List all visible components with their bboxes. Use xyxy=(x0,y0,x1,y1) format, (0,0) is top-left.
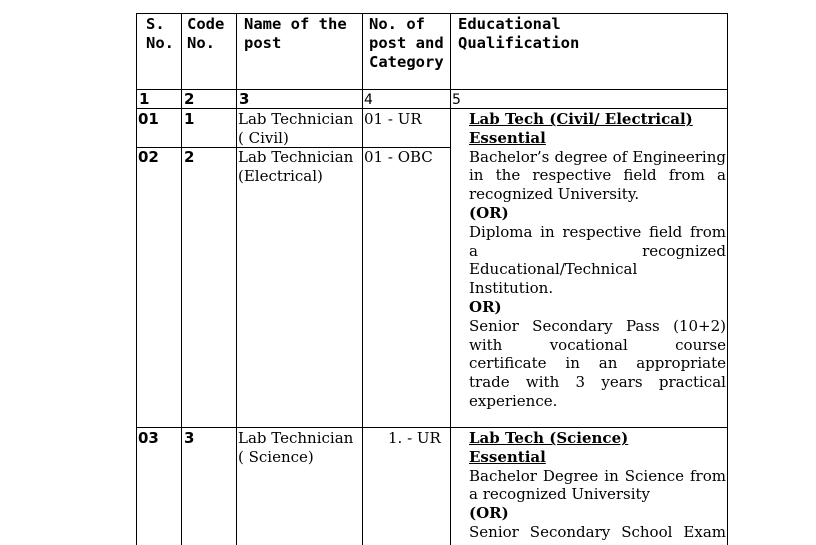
qual-block-2-word: Science xyxy=(624,466,685,485)
qual-block-2-word: Secondary xyxy=(529,522,611,541)
qual-block-1-word: with xyxy=(469,335,503,354)
header-sno xyxy=(146,15,174,53)
qual-1-essential: Essential xyxy=(469,128,546,147)
qual-block-1-word: Pass xyxy=(625,316,660,335)
header-code xyxy=(187,15,224,53)
table-border-right xyxy=(727,13,728,545)
col-number-3: 3 xyxy=(239,90,250,108)
qual-block-1-line xyxy=(469,204,726,223)
row-02-name xyxy=(238,148,353,186)
qual-block-2-word: from xyxy=(689,466,726,485)
qual-block-2-word: School xyxy=(621,522,673,541)
row-03-posts: 1. - UR xyxy=(388,429,441,447)
qual-block-1-word: 3 xyxy=(575,373,586,392)
row-01-sno: 01 xyxy=(138,110,159,128)
qual-block-1-word: (OR) xyxy=(469,203,509,222)
qual-block-1-line xyxy=(469,185,726,204)
qual-block-1-word: practical xyxy=(658,373,726,392)
qual-block-2-word: Degree xyxy=(542,466,599,485)
qual-2-essential: Essential xyxy=(469,447,546,466)
header-posts-line-3: Category xyxy=(369,53,444,71)
qual-block-1-line xyxy=(469,392,726,411)
row-01-posts: 01 - UR xyxy=(364,110,422,128)
qual-block-1-word: a xyxy=(469,241,478,260)
column-divider-3 xyxy=(362,13,363,545)
qual-block-2-word: in xyxy=(604,466,619,485)
qual-block-1-line xyxy=(469,298,726,317)
qual-block-1-word: course xyxy=(675,335,726,354)
col-number-1: 1 xyxy=(139,90,150,108)
row-03-sno: 03 xyxy=(138,429,159,447)
qual-block-2-line xyxy=(469,523,726,542)
qual-block-1-line xyxy=(469,223,726,242)
qual-block-1-word: Educational/Technical xyxy=(469,260,638,279)
qual-block-2-line xyxy=(469,504,726,523)
header-code-line-2: No. xyxy=(187,34,215,52)
qual-block-1-line xyxy=(469,279,726,298)
column-divider-1 xyxy=(181,13,182,545)
qual-block-1-line xyxy=(469,148,726,167)
column-divider-4 xyxy=(450,13,451,545)
qual-block-1-word: in xyxy=(469,166,484,185)
row-03-name-line-1: Lab Technician xyxy=(238,429,354,447)
qual-block-1-word: a xyxy=(716,166,726,185)
qual-block-1-word: Engineering xyxy=(632,147,726,166)
column-number-row-line xyxy=(136,108,728,109)
qual-block-1-word: field xyxy=(648,222,683,241)
qualification-block-civil-electrical xyxy=(469,110,726,411)
qual-block-1-word: Diploma xyxy=(469,222,533,241)
qual-block-2-word: Bachelor xyxy=(469,466,537,485)
row-01-code: 1 xyxy=(184,110,195,128)
col-number-4: 4 xyxy=(364,92,373,108)
qual-block-1-word: in xyxy=(565,354,580,373)
row-03-code: 3 xyxy=(184,429,195,447)
qual-block-1-word: in xyxy=(540,222,555,241)
qual-block-1-word: an xyxy=(598,354,618,373)
qual-block-2-line xyxy=(469,467,726,486)
qual-block-1-word: degree xyxy=(554,147,608,166)
qual-block-1-word: trade xyxy=(469,373,510,392)
qual-block-1-line xyxy=(469,373,726,392)
qual-block-1-word: field xyxy=(623,166,657,185)
qual-block-1-line xyxy=(469,354,726,373)
qual-block-1-line xyxy=(469,260,726,279)
header-qual-line-2: Qualification xyxy=(458,34,580,52)
header-posts-category xyxy=(369,15,444,72)
header-code-line-1: Code xyxy=(187,15,225,33)
qual-block-1-word: experience. xyxy=(469,391,558,410)
row-02-posts: 01 - OBC xyxy=(364,148,433,166)
header-qualification xyxy=(458,15,579,53)
qual-block-2-word: Exam xyxy=(683,522,726,541)
qual-block-1-word: Institution. xyxy=(469,279,554,298)
qual-2-lines xyxy=(469,467,726,542)
header-sno-line-1: S. xyxy=(146,15,165,33)
qual-block-2-word: a recognized University xyxy=(469,485,651,504)
qual-block-1-word: OR) xyxy=(469,297,502,316)
column-divider-2 xyxy=(236,13,237,545)
table-border-left xyxy=(136,13,137,545)
qual-block-1-word: from xyxy=(668,166,705,185)
qual-block-2-line xyxy=(469,485,726,504)
row-02-code: 2 xyxy=(184,148,195,166)
col-number-2: 2 xyxy=(184,90,195,108)
qual-block-1-word: appropriate xyxy=(636,354,726,373)
header-name-of-post xyxy=(244,15,347,53)
row-01-name xyxy=(238,110,353,148)
qual-block-2-word: (OR) xyxy=(469,504,509,523)
row-01-name-line-1: Lab Technician xyxy=(238,110,354,128)
qual-block-1-word: Bachelor’s xyxy=(469,147,550,166)
qual-block-1-word: (10+2) xyxy=(673,316,726,335)
qual-block-1-word: Senior xyxy=(469,316,519,335)
qual-block-1-word: vocational xyxy=(549,335,628,354)
header-name-line-2: post xyxy=(244,34,282,52)
qual-block-1-line xyxy=(469,336,726,355)
qual-block-1-word: years xyxy=(601,373,643,392)
row-03-name xyxy=(238,429,353,467)
qual-block-1-line xyxy=(469,317,726,336)
qual-1-lines xyxy=(469,148,726,411)
qual-block-1-word: certificate xyxy=(469,354,547,373)
qual-block-1-line xyxy=(469,166,726,185)
header-name-line-1: Name of the xyxy=(244,15,347,33)
qual-block-1-word: recognized University. xyxy=(469,185,640,204)
qual-block-1-word: the xyxy=(495,166,521,185)
header-bottom-line xyxy=(136,89,728,90)
row-02-divider xyxy=(136,427,728,428)
header-posts-line-1-text: No. of xyxy=(369,15,425,33)
qual-block-1-word: of xyxy=(612,147,628,166)
row-02-name-line-1: Lab Technician xyxy=(238,148,354,166)
table-border-top xyxy=(136,13,728,14)
qual-block-2-word: Senior xyxy=(469,522,519,541)
qual-block-1-word: from xyxy=(689,222,726,241)
qual-block-1-word: with xyxy=(525,373,560,392)
header-posts-line-2: post and xyxy=(369,34,444,52)
qual-1-title: Lab Tech (Civil/ Electrical) xyxy=(469,110,693,128)
qual-block-1-line xyxy=(469,242,726,261)
qualification-block-science xyxy=(469,429,726,542)
header-qual-line-1: Educational xyxy=(458,15,561,33)
row-03-name-line-2: ( Science) xyxy=(238,447,314,466)
qual-2-title: Lab Tech (Science) xyxy=(469,429,629,447)
qual-block-1-word: recognized xyxy=(642,241,726,260)
row-02-name-line-2: (Electrical) xyxy=(238,166,323,185)
qual-block-1-word: respective xyxy=(562,222,642,241)
qual-block-1-word: respective xyxy=(532,166,612,185)
row-02-sno: 02 xyxy=(138,148,159,166)
qual-block-1-word: Secondary xyxy=(532,316,613,335)
header-posts-line-1 xyxy=(369,15,443,34)
col-number-5: 5 xyxy=(452,92,461,108)
header-sno-line-2: No. xyxy=(146,34,174,52)
row-01-name-line-2: ( Civil) xyxy=(238,128,289,147)
